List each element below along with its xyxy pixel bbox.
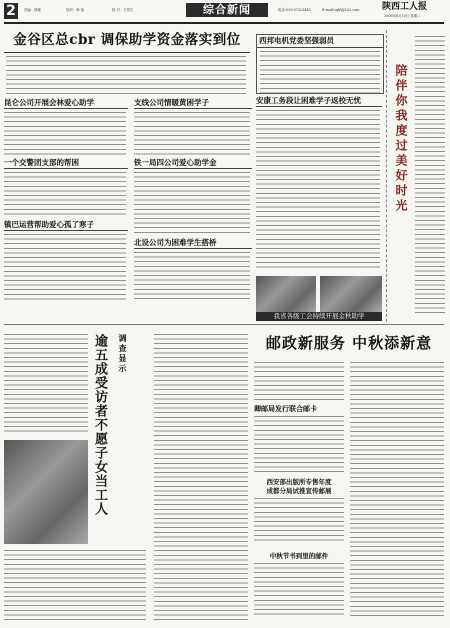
postal-headline: 邮政新服务 中秋添新意 bbox=[265, 334, 433, 352]
survey-photo bbox=[4, 440, 88, 544]
section-title: 综合新闻 bbox=[186, 3, 268, 17]
article-kunlun-title: 昆仑公司开展会林爱心助学 bbox=[4, 98, 128, 109]
postal-sub1-title: 卿邮局发行联合邮卡 bbox=[254, 404, 317, 413]
postal-sub3-title: 成都分局试推宣传邮展 bbox=[266, 487, 332, 495]
masthead bbox=[0, 0, 450, 24]
side-feature bbox=[386, 30, 447, 322]
photo-2 bbox=[320, 276, 382, 312]
article-tieyiju-title: 铁一局四公司爱心助学金 bbox=[134, 158, 252, 169]
article-zhenba-title: 镇巴运营帮助爱心孤了寒子 bbox=[4, 220, 128, 231]
email: E-mail:sqbl@163.com bbox=[322, 8, 360, 12]
upper-lower-divider bbox=[4, 324, 444, 325]
postal-sub4-title: 中秋节书到里的邮件 bbox=[269, 552, 329, 560]
lead-title: 金谷区总cbr 调保助学资金落实到位 bbox=[13, 32, 241, 48]
article-kunlun-body bbox=[4, 112, 126, 156]
article-tieyiju bbox=[134, 158, 252, 236]
page-number: 2 bbox=[4, 3, 18, 19]
survey-body bbox=[4, 334, 88, 434]
article-jiaojing-title: 一个交警团支部的帮困 bbox=[4, 158, 128, 169]
article-beishe bbox=[134, 238, 252, 302]
postal-sub2-body bbox=[254, 498, 344, 544]
phone: 电话:029-87323445 bbox=[278, 8, 311, 12]
article-ankang bbox=[256, 96, 382, 276]
survey-body-2 bbox=[4, 550, 146, 620]
review-line: 组织：韩 蓓 bbox=[66, 8, 85, 12]
article-ankang-title: 安康工务段让困难学子返校无忧 bbox=[256, 96, 382, 107]
article-xibang-body bbox=[260, 51, 380, 93]
article-zhenba-body bbox=[4, 234, 126, 302]
side-feature-title: 陪伴你我度过美好时光 bbox=[394, 64, 408, 214]
side-feature-text bbox=[415, 36, 445, 316]
article-xibang-title: 西邦电机党委坚强弱员 bbox=[257, 35, 383, 48]
article-beishe-title: 北设公司为困难学生搭桥 bbox=[134, 238, 252, 249]
article-zhixian-body bbox=[134, 112, 250, 156]
survey-headline: 逾五成受访者不愿子女当工人 bbox=[92, 334, 107, 516]
postal-sub2 bbox=[254, 478, 344, 548]
article-zhixian bbox=[134, 98, 252, 156]
article-jiaojing bbox=[4, 158, 128, 216]
article-zhenba bbox=[4, 220, 128, 302]
article-beishe-body bbox=[134, 252, 250, 302]
article-tieyiju-body bbox=[134, 172, 250, 236]
masthead-rule bbox=[4, 22, 444, 24]
article-kunlun bbox=[4, 98, 128, 156]
paper-name: 陕西工人报 bbox=[382, 2, 428, 12]
editor-line: 责编：韩雄 bbox=[24, 8, 41, 12]
postal-sub4 bbox=[254, 552, 344, 618]
caption-banner: 我省各级工会持续开展金秋助学 bbox=[256, 312, 382, 321]
postal-sub2-title: 西安部出版所专售年度 bbox=[266, 478, 332, 486]
survey-block bbox=[4, 330, 150, 622]
postal-sub1-body bbox=[254, 416, 344, 472]
article-jiaojing-body bbox=[4, 172, 126, 216]
lead-body bbox=[6, 56, 246, 96]
postal-right-col bbox=[350, 362, 444, 618]
survey-label: 调查显示 bbox=[118, 334, 128, 374]
date-line: 2008年6月10日 星期二 bbox=[384, 14, 421, 18]
postal-headline-block bbox=[252, 330, 446, 358]
survey-columns bbox=[154, 334, 248, 620]
postal-lead-body bbox=[254, 362, 344, 402]
article-xibang bbox=[256, 34, 384, 94]
lead-headline bbox=[4, 30, 250, 53]
postal-sub1 bbox=[254, 404, 344, 474]
postal-sub4-body bbox=[254, 563, 344, 615]
article-zhixian-title: 支线公司情暖黄困学子 bbox=[134, 98, 252, 109]
photo-1 bbox=[256, 276, 316, 312]
article-ankang-body bbox=[256, 110, 380, 270]
proof-line: 校 对：王哥生 bbox=[112, 8, 134, 12]
